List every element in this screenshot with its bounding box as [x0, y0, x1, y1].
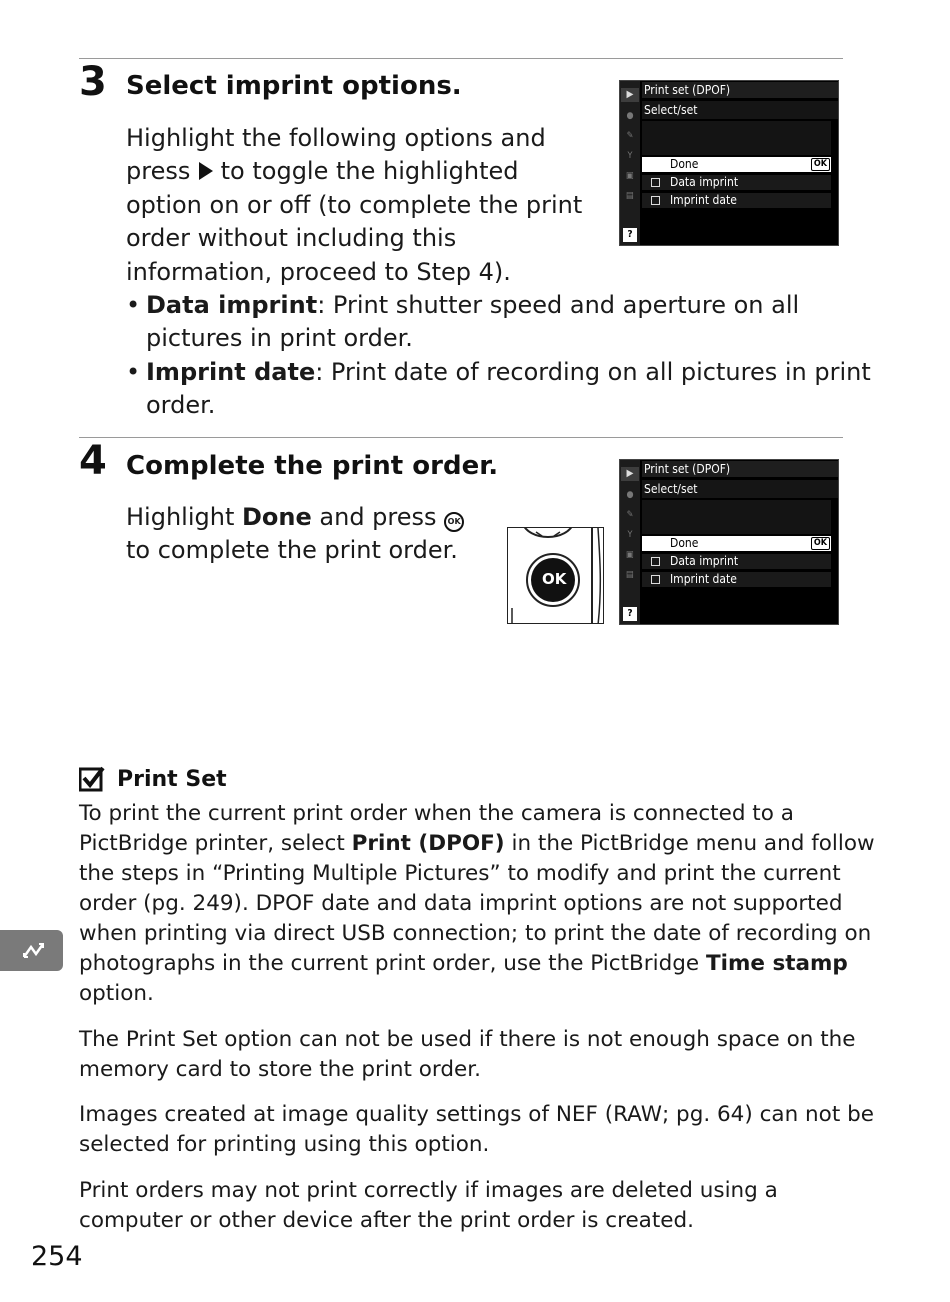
retouch-tab-icon: ▣: [626, 550, 634, 560]
ok-badge: OK: [811, 158, 830, 171]
step-4-title: Complete the print order.: [126, 451, 499, 481]
bullet-data-imprint: • Data imprint: Print shutter speed and aperture on all pictures in print order.: [126, 291, 800, 353]
chapter-tab: [0, 930, 63, 971]
camera-tab-icon: ●: [626, 111, 634, 121]
step-3-number: 3: [79, 59, 107, 105]
bullet-imprint-date: • Imprint date: Print date of recording on all pictures in print order.: [126, 357, 871, 420]
wrench-tab-icon: Y: [627, 530, 633, 540]
step-3-title: Select imprint options.: [126, 71, 462, 101]
checkbox-icon: [651, 178, 660, 187]
note-paragraph-2: The Print Set option can not be used if there is not enough space on the memory card to store the print order.: [79, 1027, 856, 1082]
note-paragraph-3: Images created at image quality settings of NEF (RAW; pg. 64) can not be selected for printing using this option.: [79, 1102, 874, 1157]
screen-header: Print set (DPOF): [642, 461, 838, 477]
camera-screen-step-3: [619, 80, 839, 246]
checkmark-note-icon: [79, 766, 105, 792]
note-paragraph-4: Print orders may not print correctly if images are deleted using a computer or other device after the print order is created.: [79, 1178, 778, 1233]
retouch-tab-icon: ▣: [626, 171, 634, 181]
checkbox-icon: [651, 575, 660, 584]
ok-button-icon: OK: [444, 512, 464, 532]
menu-data-imprint-row: Data imprint: [642, 554, 831, 569]
recent-tab-icon: ▤: [626, 570, 634, 580]
menu-tabs: [620, 81, 640, 245]
menu-imprint-date-row: Imprint date: [642, 572, 831, 587]
camera-tab-icon: ●: [626, 490, 634, 500]
step-3-bullets: [126, 289, 871, 423]
top-rule: [79, 58, 843, 59]
note-paragraph-1: To print the current print order when the camera is connected to a PictBridge printer, select Print (DPOF) in the PictBridge menu and follow the steps in “Printing Multiple Pictures” to modify and print the current order (pg. 249). DPOF date and data imprint options are not supported when printing via direct USB connection; to print the date of recording on photographs in the current print order, use the PictBridge Time stamp option.: [79, 801, 875, 1006]
menu-data-imprint-row: Data imprint: [642, 175, 831, 190]
step-3-text: Highlight the following options and press to toggle the highlighted option on or off (to complete the print order without including this information, proceed to Step 4).: [126, 124, 583, 286]
help-icon: ?: [623, 607, 637, 621]
menu-tabs: [620, 460, 640, 624]
menu-done-row: Done OK: [642, 157, 831, 172]
checkbox-icon: [651, 196, 660, 205]
playback-tab-icon: ▶: [621, 88, 639, 102]
step-4-number: 4: [79, 438, 107, 484]
screen-header: Print set (DPOF): [642, 82, 838, 98]
pencil-tab-icon: ✎: [626, 510, 634, 520]
ok-label: OK: [542, 570, 567, 588]
playback-tab-icon: ▶: [621, 467, 639, 481]
checkbox-icon: [651, 557, 660, 566]
pencil-tab-icon: ✎: [626, 131, 634, 141]
camera-screen-step-4: [619, 459, 839, 625]
screen-subheader: Select/set: [642, 101, 838, 119]
page-number: 254: [31, 1241, 83, 1272]
step-4-text: Highlight Done and press OK to complete the print order.: [126, 501, 464, 568]
recent-tab-icon: ▤: [626, 191, 634, 201]
wrench-tab-icon: Y: [627, 151, 633, 161]
menu-imprint-date-row: Imprint date: [642, 193, 831, 208]
ok-badge: OK: [811, 537, 830, 550]
note-title: Print Set: [117, 767, 227, 792]
connection-icon: [0, 930, 63, 971]
help-icon: ?: [623, 228, 637, 242]
screen-subheader: Select/set: [642, 480, 838, 498]
menu-done-row: Done OK: [642, 536, 831, 551]
right-arrow-icon: [198, 162, 213, 180]
middle-rule: [79, 437, 843, 438]
camera-ok-button-illustration: [507, 527, 604, 624]
